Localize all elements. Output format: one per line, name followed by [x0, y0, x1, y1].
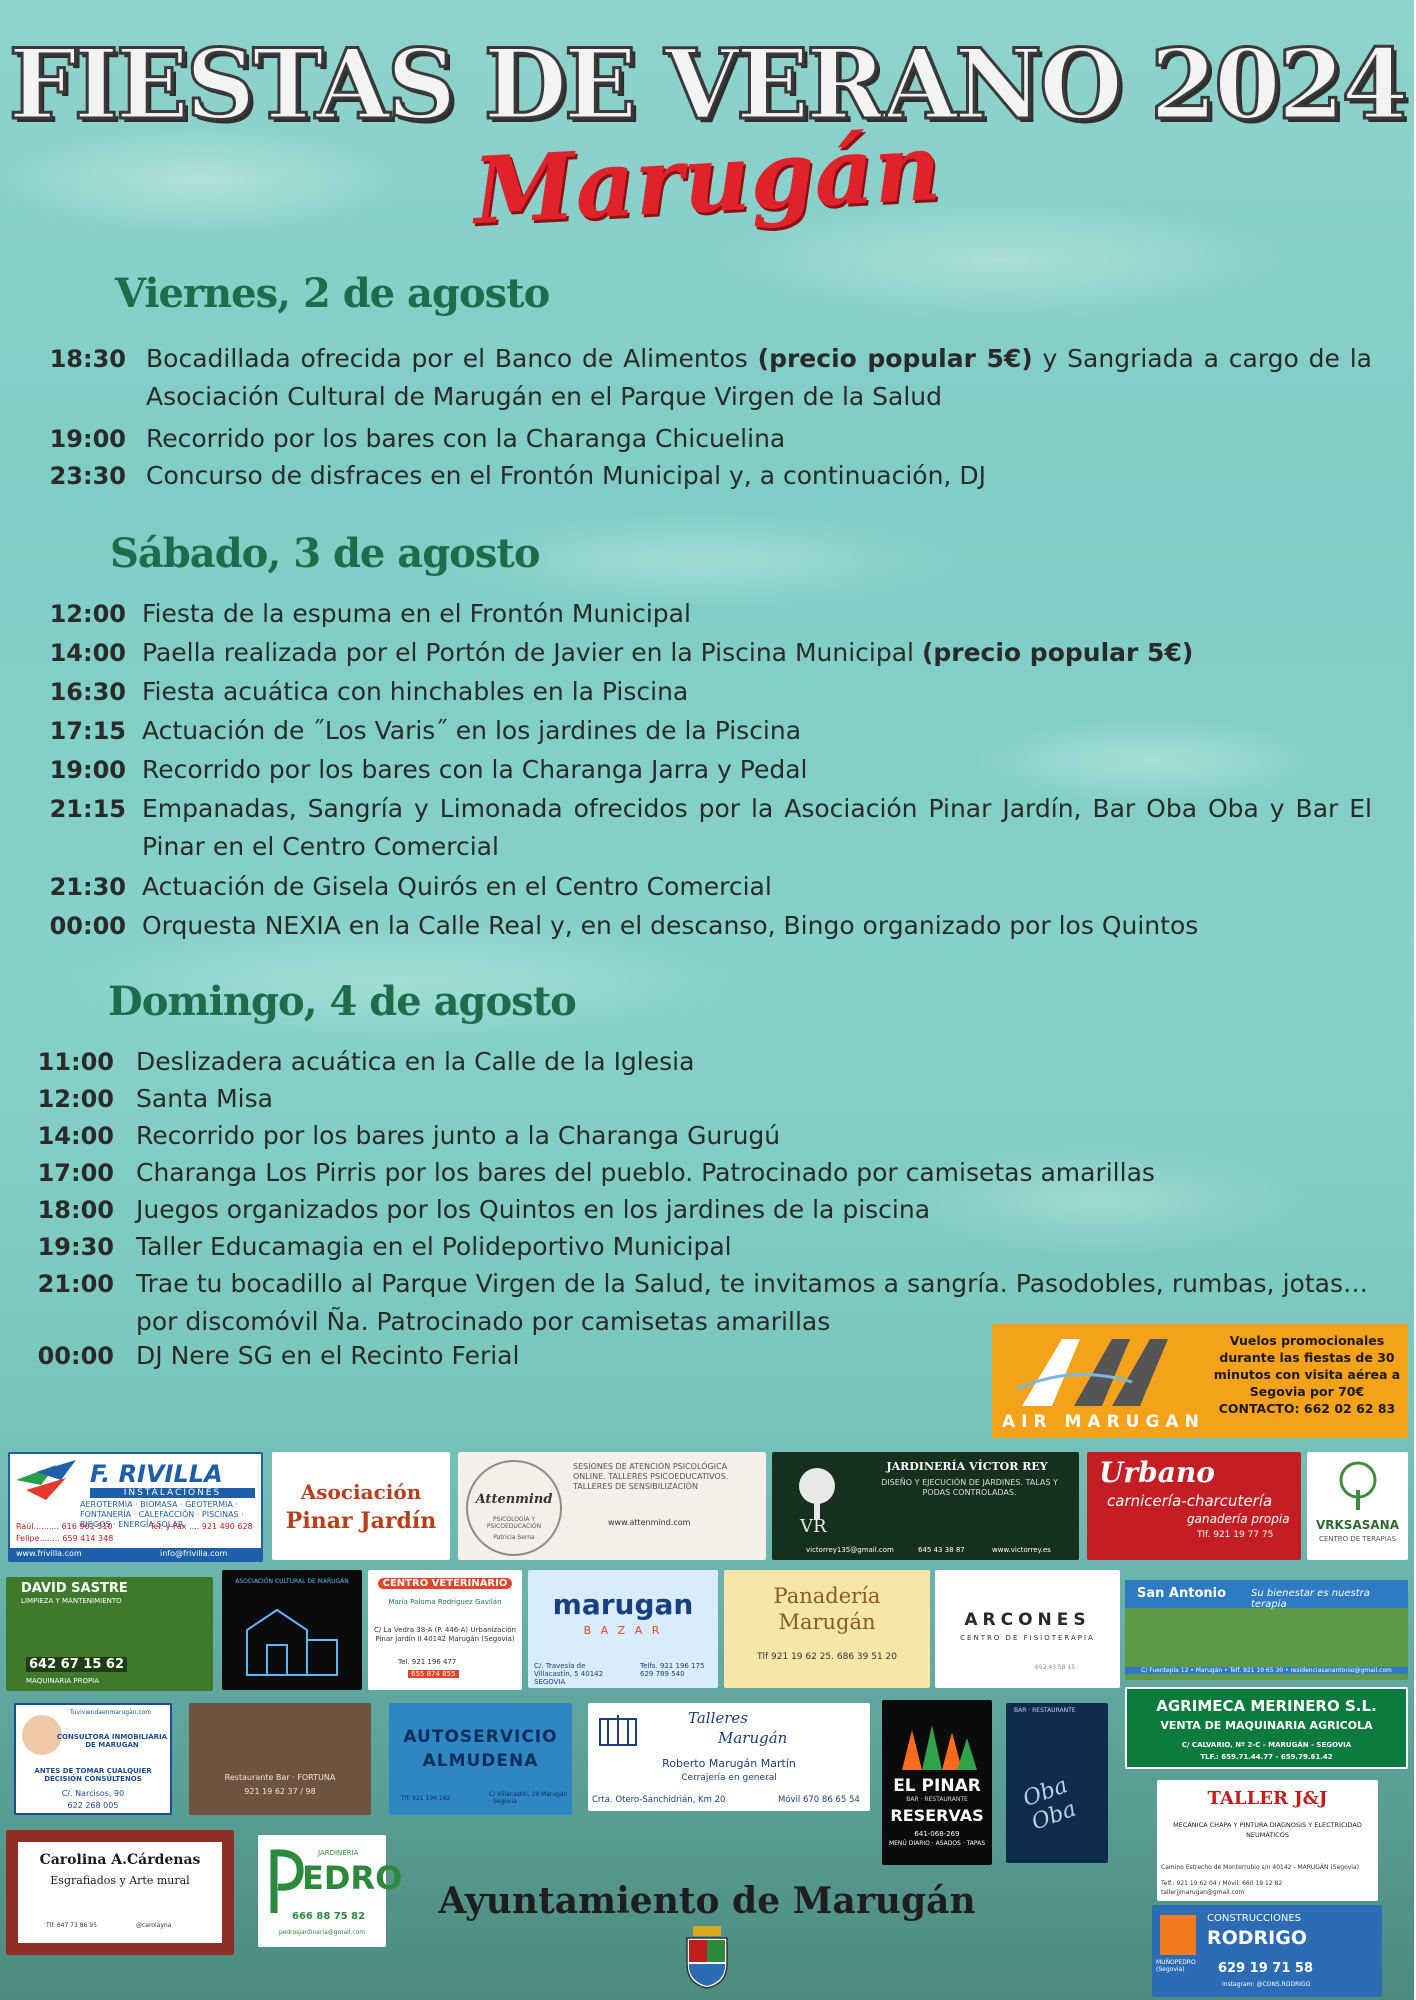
san-antonio-ad — [1125, 1580, 1408, 1680]
air-promo-text-2: con visita aérea a Segovia por — [1249, 1367, 1401, 1399]
event-text: Actuación de ˝Los Varis˝ en los jardines de la Piscina — [142, 716, 802, 745]
marugan-bazar-name: marugan — [552, 1588, 694, 1621]
vrksasana-ad — [1307, 1452, 1408, 1560]
event-time: 19:30 — [37, 1233, 114, 1261]
talleres-phone: Móvil 670 86 65 54 — [778, 1795, 860, 1805]
oba-oba-tag: BAR · RESTAURANTE — [1014, 1707, 1076, 1714]
day-heading-friday: Viernes, 2 de agosto — [115, 270, 550, 317]
almudena-ad — [389, 1703, 572, 1815]
arcones-phone: 652 43 58 15 — [1035, 1664, 1076, 1671]
panaderia-line1: Panadería — [773, 1584, 881, 1608]
david-sastre-phone: 642 67 15 62 — [26, 1657, 127, 1672]
pedro-mail: pedrosjardineria@gmail.com — [278, 1929, 366, 1936]
inmobiliaria-name: CONSULTORA INMOBILIARIA DE MARUGAN — [56, 1733, 168, 1749]
event-text: Trae tu bocadillo al Parque Virgen de la Salud, te invitamos a sangría. Pasodobles, rumbas, jotas… por discomóvil Ña. Patrocinado por camisetas amarillas — [136, 1269, 1368, 1336]
rivilla-footer — [10, 1548, 261, 1560]
air-marugan-brand: AIR MARUGAN — [1002, 1412, 1205, 1432]
event-text: Empanadas, Sangría y Limonada ofrecidos por la Asociación Pinar Jardín, Bar Oba Oba y Bar El Pinar en el Centro Comercial — [142, 794, 1372, 861]
event-time: 19:00 — [49, 425, 126, 453]
el-pinar-ad — [882, 1700, 992, 1865]
rodrigo-phone: 629 19 71 58 — [1218, 1961, 1313, 1976]
inmobiliaria-ad — [14, 1703, 172, 1815]
victor-rey-phone: 645 43 38 87 — [918, 1546, 965, 1554]
event-time: 21:30 — [49, 873, 126, 901]
pinar-jardin-line1: Asociación — [300, 1480, 422, 1504]
rivilla-bird-icon — [16, 1460, 76, 1508]
poster-title: FIESTAS DE VERANO 2024 — [8, 28, 1406, 141]
almudena-line2: ALMUDENA — [422, 1751, 539, 1771]
vrksasana-name: VRKSASANA — [1315, 1518, 1399, 1532]
centro-vet-urgencias: 655 874 855 — [408, 1670, 459, 1678]
el-pinar-phone: 641-068-269 — [914, 1830, 960, 1838]
marugan-bazar-phone: Telfs. 921 196 175 629 789 540 — [640, 1662, 705, 1678]
svg-text:VR: VR — [800, 1516, 827, 1537]
attenmind-info: SESIONES DE ATENCIÓN PSICOLÓGICA ONLINE. TALLERES PSICOEDUCATIVOS. TALLERES DE SENSIBILIZACIÓN — [573, 1462, 729, 1491]
day-heading-sunday: Domingo, 4 de agosto — [108, 978, 576, 1025]
asoc-cultural-ad — [222, 1570, 362, 1690]
talleres-marugan-ad — [588, 1703, 870, 1811]
event-text: Recorrido por los bares con la Charanga Chicuelina — [146, 424, 786, 453]
arcones-ad — [935, 1570, 1120, 1688]
el-pinar-name: EL PINAR — [893, 1776, 981, 1796]
david-sastre-sub: LIMPIEZA Y MANTENIMIENTO — [21, 1597, 122, 1605]
urbano-ad — [1087, 1452, 1301, 1560]
almudena-phone: Tlf: 921 196 162 — [401, 1795, 451, 1802]
event-time: 00:00 — [37, 1342, 114, 1370]
rivilla-desc: AEROTERMIA · BIOMASA · GEOTERMIA · FONTANERÍA · CALEFACCIÓN · PISCINAS · RIEGOS · ENERGÍA SOLAR — [80, 1500, 244, 1529]
rivilla-mail: info@frivilla.com — [160, 1549, 228, 1558]
rivilla-tag: INSTALACIONES — [90, 1488, 255, 1498]
el-pinar-menu: MENÚ DIARIO · ASADOS · TAPAS — [888, 1840, 986, 1847]
talleres-addr: Crta. Otero-Sanchidrián, Km 20 — [592, 1795, 726, 1805]
event-text: Fiesta acuática con hinchables en la Piscina — [142, 677, 689, 706]
event-text: Concurso de disfraces en el Frontón Municipal y, a continuación, DJ — [146, 461, 986, 490]
agrimeca-phone: TLF.: 659.71.44.77 - 659.79.61.42 — [1200, 1753, 1333, 1761]
talleres-sub: Cerrajería en general — [681, 1773, 777, 1783]
carolina-ig: @carolayna — [136, 1922, 172, 1929]
event-time: 19:00 — [49, 756, 126, 784]
inmobiliaria-web: Tuviviendaenmarugan.com — [70, 1709, 152, 1716]
rodrigo-name: RODRIGO — [1207, 1927, 1308, 1949]
tree-icon — [1332, 1460, 1384, 1512]
david-sastre-tag: MAQUINARIA PROPIA — [26, 1677, 100, 1685]
event-time: 16:30 — [49, 678, 126, 706]
event-text: Deslizadera acuática en la Calle de la Iglesia — [136, 1047, 695, 1076]
event-text: Recorrido por los bares con la Charanga Jarra y Pedal — [142, 755, 808, 784]
san-antonio-name: San Antonio — [1137, 1586, 1227, 1601]
event-time: 17:15 — [49, 717, 126, 745]
san-antonio-slogan: Su bienestar es nuestra terapia — [1251, 1588, 1370, 1610]
event-text: Fiesta de la espuma en el Frontón Municipal — [142, 599, 691, 628]
centro-vet-name: CENTRO VETERINARIO — [378, 1578, 512, 1589]
marugan-bazar-addr: C/. Travesía de Villacastín, 5 40142 SEGOVIA — [534, 1662, 604, 1686]
urbano-name: Urbano — [1099, 1456, 1215, 1489]
footer-ayuntamiento: Ayuntamiento de Marugán — [438, 1880, 976, 1922]
taller-jj-mail: tallerjjmarugan@gmail.com — [1161, 1889, 1245, 1896]
oba-oba-name: Oba Oba — [1019, 1773, 1080, 1836]
attenmind-name: Attenmind — [475, 1492, 553, 1507]
centro-vet-addr: C/ La Vedra 38-A (P. 446-A) Urbanización Pinar Jardín II 40142 Marugán (Segovia) — [374, 1626, 516, 1643]
pedro-phone: 666 88 75 82 — [292, 1911, 366, 1922]
arcones-name: ARCONES — [964, 1610, 1091, 1630]
david-sastre-ad — [6, 1577, 213, 1691]
event-time: 17:00 — [37, 1159, 114, 1187]
talleres-line1: Talleres — [688, 1709, 748, 1727]
talleres-person: Roberto Marugán Martín — [662, 1757, 796, 1770]
air-promo-price: 70€ — [1338, 1384, 1365, 1399]
rivilla-name: F. RIVILLA — [90, 1460, 223, 1488]
victor-rey-desc: DISEÑO Y EJECUCIÓN DE JARDINES. TALAS Y PODAS CONTROLADAS. — [881, 1478, 1058, 1497]
coat-of-arms-icon — [683, 1924, 731, 1990]
event-time: 23:30 — [49, 462, 126, 490]
almudena-line1: AUTOSERVICIO — [403, 1727, 558, 1747]
inmobiliaria-addr: C/. Narcisos, 90 — [61, 1789, 125, 1798]
taller-jj-services: MECÁNICA CHAPA Y PINTURA DIAGNOSIS Y ELECTRICIDAD NEUMÁTICOS — [1173, 1821, 1362, 1839]
taller-jj-phone: Telf.: 921 19 62 04 / Móvil: 660 19 12 82 — [1161, 1880, 1283, 1887]
almudena-addr: C/ Villacastín, 19 Marugán · Segovia — [489, 1791, 568, 1805]
event-text: DJ Nere SG en el Recinto Ferial — [136, 1341, 520, 1370]
event-time: 21:00 — [37, 1270, 114, 1298]
carolina-name: Carolina A.Cárdenas — [39, 1852, 201, 1868]
event-time: 12:00 — [37, 1085, 114, 1113]
panaderia-line2: Marugán — [778, 1610, 876, 1634]
arcones-sub: CENTRO DE FISIOTERAPIA — [960, 1634, 1095, 1642]
air-promo-text-1: Vuelos promocionales durante las fiestas de — [1219, 1333, 1385, 1365]
rodrigo-tag: CONSTRUCCIONES — [1207, 1913, 1301, 1924]
el-pinar-reservas: RESERVAS — [890, 1806, 984, 1825]
event-time: 14:00 — [37, 1122, 114, 1150]
talleres-line2: Marugán — [718, 1729, 788, 1747]
event-time: 12:00 — [49, 600, 126, 628]
rivilla-felipe: Felipe........ 659 414 348 — [16, 1534, 114, 1543]
rivilla-phone: Tel. y Fax .... 921 490 628 — [150, 1522, 253, 1531]
pinar-jardin-ad — [272, 1452, 450, 1560]
event-text: Taller Educamagia en el Polideportivo Municipal — [136, 1232, 732, 1261]
centro-vet-person: María Paloma Rodríguez Gavilán — [388, 1598, 502, 1606]
attenmind-ad — [458, 1452, 766, 1560]
agrimeca-sub: VENTA DE MAQUINARIA AGRICOLA — [1160, 1719, 1373, 1732]
event-time: 11:00 — [37, 1048, 114, 1076]
marugan-bazar-ad — [528, 1570, 718, 1688]
fortuna-name: Restaurante Bar · FORTUNA — [224, 1773, 336, 1782]
fortuna-ad — [189, 1703, 371, 1815]
air-promo-contact: CONTACTO: 662 02 62 83 — [1218, 1401, 1396, 1416]
event-text — [142, 634, 1372, 672]
vrksasana-sub: CENTRO DE TERAPIAS — [1318, 1535, 1397, 1543]
oba-oba-ad — [1006, 1703, 1108, 1863]
event-text-main: Bocadillada ofrecida por el Banco de Alimentos — [146, 344, 748, 373]
day-heading-saturday: Sábado, 3 de agosto — [110, 530, 540, 577]
centro-vet-phone: Tel. 921 196 477 — [398, 1658, 457, 1666]
pinar-jardin-line2: Pinar Jardín — [285, 1508, 437, 1534]
air-marugan-promo — [1212, 1332, 1402, 1417]
urbano-sub2: ganadería propia — [1187, 1512, 1290, 1526]
el-pinar-sub: BAR · RESTAURANTE — [906, 1796, 968, 1803]
agrimeca-addr: C/ CALVARIO, Nº 2-C - MARUGÁN - SEGOVIA — [1181, 1741, 1352, 1749]
gate-icon — [598, 1713, 638, 1747]
victor-rey-name: JARDINERÍA VÍCTOR REY — [886, 1460, 1048, 1473]
event-time: 14:00 — [49, 639, 126, 667]
air-marugan-logo-icon — [1012, 1334, 1182, 1409]
urbano-phone: Tlf. 921 19 77 75 — [1197, 1530, 1274, 1540]
event-text — [146, 340, 1372, 416]
fortuna-phone: 921 19 62 37 / 98 — [244, 1787, 316, 1796]
event-time: 18:30 — [49, 345, 126, 373]
pedro-tag: JARDINERÍA — [318, 1849, 359, 1857]
church-icon — [237, 1595, 347, 1680]
rivilla-raul: Raúl.......... 616 901 310 — [16, 1522, 113, 1531]
san-antonio-addr: C/ Fuentepía 12 • Marugán • Telf. 921 19 65 30 • residenciasanantonio@gmail.com — [1125, 1667, 1408, 1674]
victor-rey-web: www.victorrey.es — [992, 1546, 1051, 1554]
centro-veterinario-ad — [368, 1570, 522, 1690]
rivilla-ad — [8, 1452, 263, 1562]
event-price: (precio popular 5€) — [757, 344, 1033, 373]
tree-icon — [782, 1464, 852, 1537]
event-text: Recorrido por los bares junto a la Charanga Gurugú — [136, 1121, 781, 1150]
air-marugan-ad — [992, 1324, 1408, 1438]
panaderia-ad — [724, 1570, 930, 1688]
event-text: Actuación de Gisela Quirós en el Centro Comercial — [142, 872, 772, 901]
event-text-main: Paella realizada por el Portón de Javier en la Piscina Municipal — [142, 638, 914, 667]
marugan-bazar-sub: B A Z A R — [583, 1624, 663, 1637]
event-text: Santa Misa — [136, 1084, 273, 1113]
attenmind-sub: PSICOLOGÍA Y PSICOEDUCACIÓN — [486, 1516, 542, 1530]
david-sastre-name: DAVID SASTRE — [21, 1581, 128, 1596]
attenmind-web: www.attenmind.com — [608, 1518, 691, 1527]
inmobiliaria-slogan: ANTES DE TOMAR CUALQUIER DECISIÓN CONSÚLTENOS — [34, 1767, 152, 1783]
air-promo-duration: 30 minutos — [1213, 1350, 1395, 1382]
urbano-sub: carnicería-charcutería — [1107, 1492, 1273, 1510]
taller-jj-addr: Camino Estrecho de Monterrubio s/n 40142 - MARUGÁN (Segovia) — [1161, 1864, 1359, 1871]
event-text: Charanga Los Pirris por los bares del pueblo. Patrocinado por camisetas amarillas — [136, 1158, 1155, 1187]
victor-rey-mail: victorrey135@gmail.com — [806, 1546, 894, 1554]
inmobiliaria-phone: 622 268 005 — [67, 1801, 119, 1810]
event-price: (precio popular 5€) — [921, 638, 1194, 667]
event-text-rest: y Sangriada a cargo de la Asociación Cultural de Marugán en el Parque Virgen de la Salud — [146, 344, 1372, 411]
rodrigo-ig: Instagram: @CONS.RODRIGO — [1222, 1981, 1311, 1988]
event-time: 21:15 — [49, 795, 126, 823]
carolina-phone: Tlf. 647 73 86 95 — [46, 1922, 97, 1929]
event-text: Juegos organizados por los Quintos en los jardines de la piscina — [136, 1195, 931, 1224]
agrimeca-ad — [1125, 1687, 1408, 1769]
rivilla-web: www.frivilla.com — [16, 1549, 82, 1558]
taller-jj-name: TALLER J&J — [1207, 1788, 1328, 1809]
asoc-cultural-name: ASOCIACIÓN CULTURAL DE MARUGÁN — [235, 1578, 349, 1585]
agrimeca-name: AGRIMECA MERINERO S.L. — [1156, 1697, 1377, 1715]
pedro-name: EDRO — [302, 1859, 403, 1897]
poster-subtitle: Marugán — [470, 112, 944, 246]
attenmind-person: Patricia Serna — [493, 1534, 535, 1541]
event-text: Orquesta NEXIA en la Calle Real y, en el descanso, Bingo organizado por los Quintos — [142, 911, 1199, 940]
attenmind-logo-icon — [466, 1460, 562, 1556]
victor-rey-ad — [772, 1452, 1079, 1560]
event-time: 18:00 — [37, 1196, 114, 1224]
panaderia-phone: Tlf 921 19 62 25. 686 39 51 20 — [757, 1652, 897, 1662]
carolina-sub: Esgrafiados y Arte mural — [50, 1874, 190, 1887]
rodrigo-place: MUÑOPEDRO (Segovia) — [1156, 1959, 1196, 1973]
event-time: 00:00 — [49, 912, 126, 940]
pine-trees-icon — [892, 1720, 982, 1770]
